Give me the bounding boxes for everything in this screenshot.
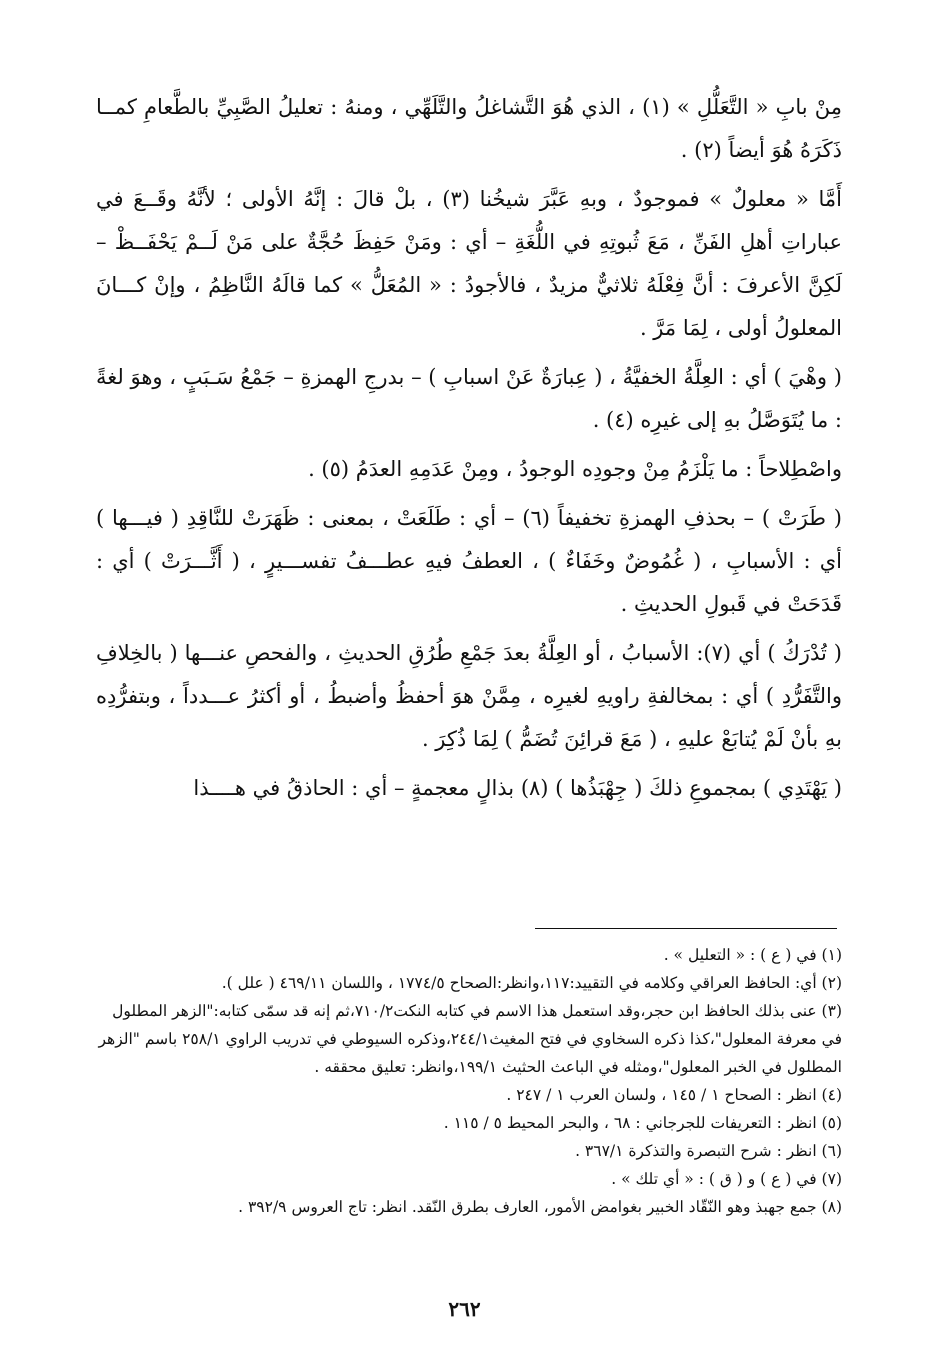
paragraph-5: ( طَرَتْ ) – بحذفِ الهمزةِ تخفيفاً (٦) – أي : طَلَعَتْ ، بمعنى : ظَهَرَتْ للنَّاقِدِ ( فيـــها ) أي : الأسبابِ ، ( غُمُوضٌ وخَفَاءٌ ) ، العطفُ فيهِ عطـــفُ تفســـيرٍ ، ( أَثَّـــرَتْ ) أي : قَدَحَتْ في قَبولِ الحديثِ .: [96, 506, 842, 616]
paragraph-2: أَمَّا « معلولٌ » فموجودٌ ، وبهِ عَبَّرَ شيخُنا (٣) ، بلْ قالَ : إنَّهُ الأولى ؛ لأنَّهُ وقَــعَ في عباراتِ أهلِ الفَنِّ ، مَعَ ثُبوتِهِ في اللُّغَةِ – أي : ومَنْ حَفِظَ حُجَّةٌ على مَنْ لَــمْ يَحْفَــظْ – لَكِنَّ الأعرفَ : أنَّ فِعْلَهُ ثلاثيٌّ مزيدٌ ، فالأجودُ : « المُعَلُّ » كما قالَهُ النَّاظِمُ ، وإنْ كـــانَ المعلولُ أولى ، لِمَا مَرَّ .: [96, 187, 842, 340]
footnote-divider: [535, 928, 837, 929]
footnote-6: (٦) انظر : شرح التبصرة والتذكرة ٣٦٧/١ .: [575, 1142, 842, 1160]
paragraph-1: مِنْ بابِ « التَّعَلُّلِ » (١) ، الذي هُوَ التَّشاغلُ والتَّلَهِّي ، ومنهُ : تعليلُ الصَّبِيِّ بالطَّعامِ كمــا ذَكَرَهُ هُوَ أيضاً (٢) .: [96, 95, 842, 162]
footnote-8: (٨) جمع جهبذ وهو النّقّاد الخبير بغوامض الأمور، العارف بطرق النّقد. انظر: تاج العروس ٣٩٢/٩ .: [238, 1198, 842, 1216]
page-number: ٢٦٢: [448, 1297, 481, 1321]
footnote-2: (٢) أي: الحافظ العراقي وكلامه في التقييد:١١٧،وانظر:الصحاح ١٧٧٤/٥ ، واللسان ٤٦٩/١١ ( علل ).: [221, 974, 842, 992]
footnote-7: (٧) في ( ع ) و ( ق ) : « أي تلك » .: [611, 1170, 842, 1188]
footnote-3: (٣) عنى بذلك الحافظ ابن حجر،وقد استعمل هذا الاسم في كتابه النكت٧١٠/٢،ثم إنه قد سمّى كتابه:"الزهر المطلول في معرفة المعلول"،كذا ذكره السخاوي في فتح المغيث٢٤٤/١،وذكره السيوطي في تدريب الراوي ٢٥٨/١ باسم "الزهر المطلول في الخبر المعلول"،ومثله في الباعث الحثيث ١٩٩/١،وانظر: تعليق محققه .: [98, 1002, 842, 1076]
paragraph-4: واصْطِلاحاً : ما يَلْزَمُ مِنْ وجودِه الوجودُ ، ومِنْ عَدَمِهِ العدَمُ (٥) .: [308, 457, 842, 481]
paragraph-3: ( وهْيَ ) أي : العِلَّةُ الخفيَّةُ ، ( عِبارَةٌ عَنْ اسبابِ ) – بدرجِ الهمزةِ – جَمْعُ سَـبَبٍ ، وهوَ لغةً : ما يُتَوَصَّلُ بهِ إلى غيرِه (٤) .: [96, 365, 842, 432]
footnote-1: (١) في ( ع ) : « التعليل » .: [663, 946, 842, 964]
paragraph-6: ( تُدْرَكُ ) أي (٧): الأسبابُ ، أو العِلَّةُ بعدَ جَمْعِ طُرُقِ الحديثِ ، والفحصِ عنـــها ( بالخِلافِ والتَّفَرُّدِ ) أي : بمخالفةِ راويهِ لغيرِه ، مِمَّنْ هوَ أحفظُ وأضبطُ ، أو أكثرُ عـــدداً ، وبتفرُّدِه بهِ بأنْ لَمْ يُتابَعْ عليهِ ، ( مَعَ قرائِنَ تُضَمُّ ) لِمَا ذُكِرَ .: [96, 641, 842, 751]
footnote-5: (٥) انظر : التعريفات للجرجاني : ٦٨ ، والبحر المحيط ٥ / ١١٥ .: [443, 1114, 842, 1132]
footnote-4: (٤) انظر : الصحاح ١ / ١٤٥ ، ولسان العرب ١ / ٢٤٧ .: [506, 1086, 842, 1104]
footnotes-section: [96, 941, 842, 1221]
main-text-body: [96, 86, 842, 816]
paragraph-7: ( يَهْتَدِي ) بمجموعِ ذلكَ ( جِهْبَذُها ) (٨) بذالٍ معجمةٍ – أي : الحاذقُ في هــــذا: [193, 776, 842, 800]
